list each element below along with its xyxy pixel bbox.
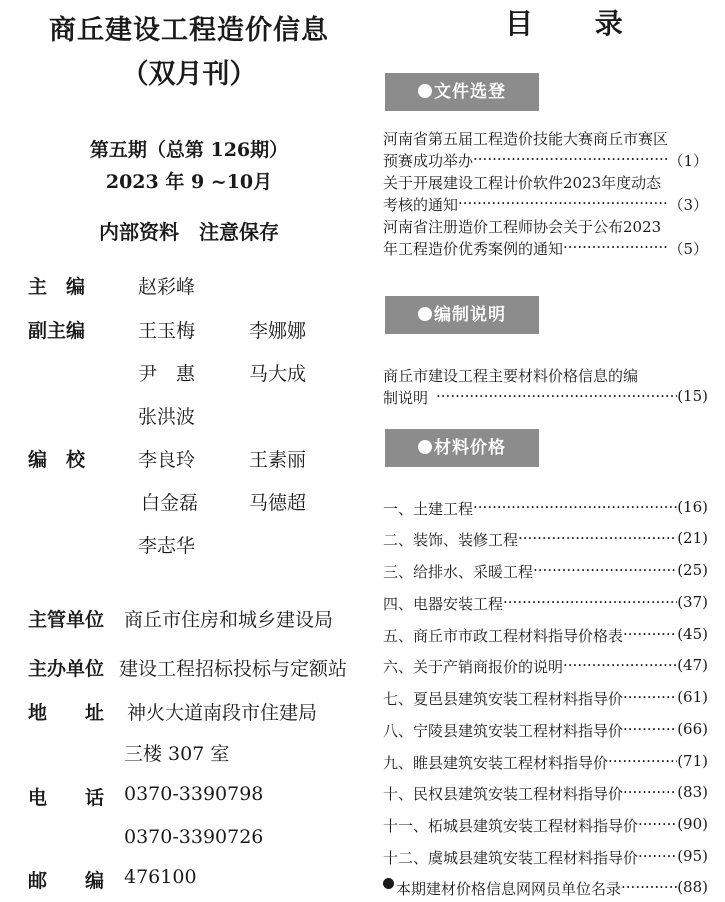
section-header-files [385, 73, 539, 111]
toc-page-number: （1） [668, 152, 708, 170]
section-label: 材料价格 [434, 438, 506, 458]
proofreader-name: 李良玲 [138, 449, 196, 471]
toc-entry[interactable] [383, 688, 708, 709]
toc-entry-text: 五、商丘市市政工程材料指导价格表 [383, 627, 624, 645]
toc-entry[interactable] [383, 752, 708, 773]
bullet-icon [418, 307, 432, 321]
leader-dots [473, 150, 668, 171]
toc-entry-text: 预赛成功举办 [383, 152, 474, 170]
toc-entry[interactable] [383, 498, 708, 519]
toc-page-number: (47) [677, 656, 708, 674]
toc-entry[interactable] [383, 529, 708, 550]
section-label: 编制说明 [434, 305, 506, 325]
toc-entry-line[interactable]: 河南省注册造价工程师协会关于公布2023 [383, 218, 662, 236]
leader-dots [623, 783, 677, 804]
supervisor-label: 主管单位 [28, 609, 105, 631]
toc-page-number: (37) [677, 593, 708, 611]
sponsor-label: 主办单位 [28, 658, 105, 680]
leader-dots [563, 238, 668, 259]
magazine-subtitle: （双月刊） [121, 59, 257, 90]
toc-entry[interactable] [383, 815, 708, 836]
leader-dots [623, 720, 677, 741]
toc-entry[interactable] [383, 878, 708, 899]
bullet-icon [418, 440, 432, 454]
toc-entry-line[interactable]: 商丘市建设工程主要材料价格信息的编 [383, 367, 639, 385]
magazine-title: 商丘建设工程造价信息 [49, 15, 329, 46]
chief-editor-name: 赵彩峰 [138, 276, 196, 298]
phone-2: 0370-3390726 [124, 826, 264, 848]
toc-entry-text: 年工程造价优秀案例的通知 [383, 240, 564, 258]
toc-entry-text: 十、民权县建筑安装工程材料指导价 [383, 785, 624, 803]
deputy-editor-name: 马大成 [249, 363, 307, 385]
section-label: 文件选登 [434, 82, 506, 102]
leader-dots [638, 847, 677, 868]
toc-page-number: (88) [677, 878, 708, 896]
issue-number: 第五期（总第 126期） [89, 139, 289, 161]
toc-page-number: (16) [677, 498, 708, 516]
toc-page-number: (45) [677, 625, 708, 643]
issue-date: 2023 年 9 ~10月 [105, 171, 273, 193]
toc-entry[interactable] [383, 561, 708, 582]
internal-notice: 内部资料 注意保存 [99, 220, 279, 244]
proofreader-name: 白金磊 [141, 492, 199, 514]
toc-page-number: （3） [668, 196, 708, 214]
deputy-editor-name: 王玉梅 [138, 320, 196, 342]
toc-entry-text: 九、睢县建筑安装工程材料指导价 [383, 754, 609, 772]
zip-label: 邮 编 [28, 870, 105, 892]
proofreader-name: 王素丽 [249, 449, 307, 471]
chief-editor-label: 主 编 [28, 276, 86, 298]
address-line2: 三楼 307 室 [124, 743, 230, 765]
zip-value: 476100 [124, 866, 197, 888]
toc-entry[interactable] [383, 783, 708, 804]
toc-page-number: (71) [677, 752, 708, 770]
deputy-editor-label: 副主编 [28, 320, 86, 342]
proofreader-label: 编 校 [28, 449, 86, 471]
section-header-prices [385, 429, 539, 467]
toc-entry[interactable] [383, 194, 708, 215]
proofreader-name: 李志华 [138, 535, 196, 557]
toc-entry-text: 十二、虞城县建筑安装工程材料指导价 [383, 849, 639, 867]
toc-entry-text: 四、电器安装工程 [383, 595, 504, 613]
toc-page-number: (61) [677, 688, 708, 706]
toc-entry-text: 八、宁陵县建筑安装工程材料指导价 [383, 722, 624, 740]
toc-entry-text: 六、关于产销商报价的说明 [383, 658, 564, 676]
deputy-editor-name: 李娜娜 [249, 320, 307, 342]
toc-page-number: （5） [668, 240, 708, 258]
toc-entry[interactable] [383, 593, 708, 614]
leader-dots [503, 593, 677, 614]
deputy-editor-name: 张洪波 [138, 406, 196, 428]
toc-title: 目 录 [505, 7, 649, 40]
toc-entry[interactable] [383, 150, 708, 171]
toc-entry-text: 本期建材价格信息网网员单位名录 [396, 880, 622, 898]
phone-label: 电 话 [28, 787, 105, 809]
address-label: 地 址 [28, 702, 105, 724]
section-header-explanation [385, 296, 539, 334]
toc-entry-text: 制说明 [383, 389, 429, 407]
sponsor-value: 建设工程招标投标与定额站 [119, 658, 348, 680]
leader-dots [638, 815, 677, 836]
toc-entry[interactable] [383, 625, 708, 646]
leader-dots [458, 194, 668, 215]
toc-entry[interactable] [383, 720, 708, 741]
toc-page-number: (90) [677, 815, 708, 833]
leader-dots [473, 498, 677, 519]
toc-page-number: (25) [677, 561, 708, 579]
toc-entry-text: 二、装饰、装修工程 [383, 531, 519, 549]
phone-1: 0370-3390798 [124, 783, 264, 805]
leader-dots [621, 878, 677, 899]
toc-page-number: (21) [677, 529, 708, 547]
bullet-icon [383, 878, 394, 889]
toc-entry[interactable] [383, 656, 708, 677]
toc-entry-text: 七、夏邑县建筑安装工程材料指导价 [383, 690, 624, 708]
toc-page-number: (66) [677, 720, 708, 738]
proofreader-name: 马德超 [249, 492, 307, 514]
bullet-icon [418, 84, 432, 98]
supervisor-value: 商丘市住房和城乡建设局 [124, 609, 334, 631]
toc-entry-line[interactable]: 河南省第五届工程造价技能大赛商丘市赛区 [383, 130, 669, 148]
leader-dots [563, 656, 677, 677]
toc-entry-text: 十一、柘城县建筑安装工程材料指导价 [383, 817, 639, 835]
deputy-editor-name: 尹 惠 [138, 363, 196, 385]
leader-dots [623, 688, 677, 709]
toc-entry[interactable] [383, 847, 708, 868]
toc-entry-text: 三、给排水、采暖工程 [383, 563, 534, 581]
leader-dots [518, 529, 677, 550]
toc-page-number: (95) [677, 847, 708, 865]
toc-entry[interactable] [383, 387, 708, 408]
leader-dots [436, 387, 677, 408]
leader-dots [608, 752, 677, 773]
toc-entry-text: 考核的通知 [383, 196, 459, 214]
address-line1: 神火大道南段市住建局 [127, 702, 318, 724]
toc-entry[interactable] [383, 238, 708, 259]
leader-dots [533, 561, 677, 582]
toc-entry-line[interactable]: 关于开展建设工程计价软件2023年度动态 [383, 174, 662, 192]
toc-entry-text: 一、土建工程 [383, 500, 474, 518]
leader-dots [623, 625, 677, 646]
toc-page-number: (15) [677, 387, 708, 405]
toc-page-number: (83) [677, 783, 708, 801]
